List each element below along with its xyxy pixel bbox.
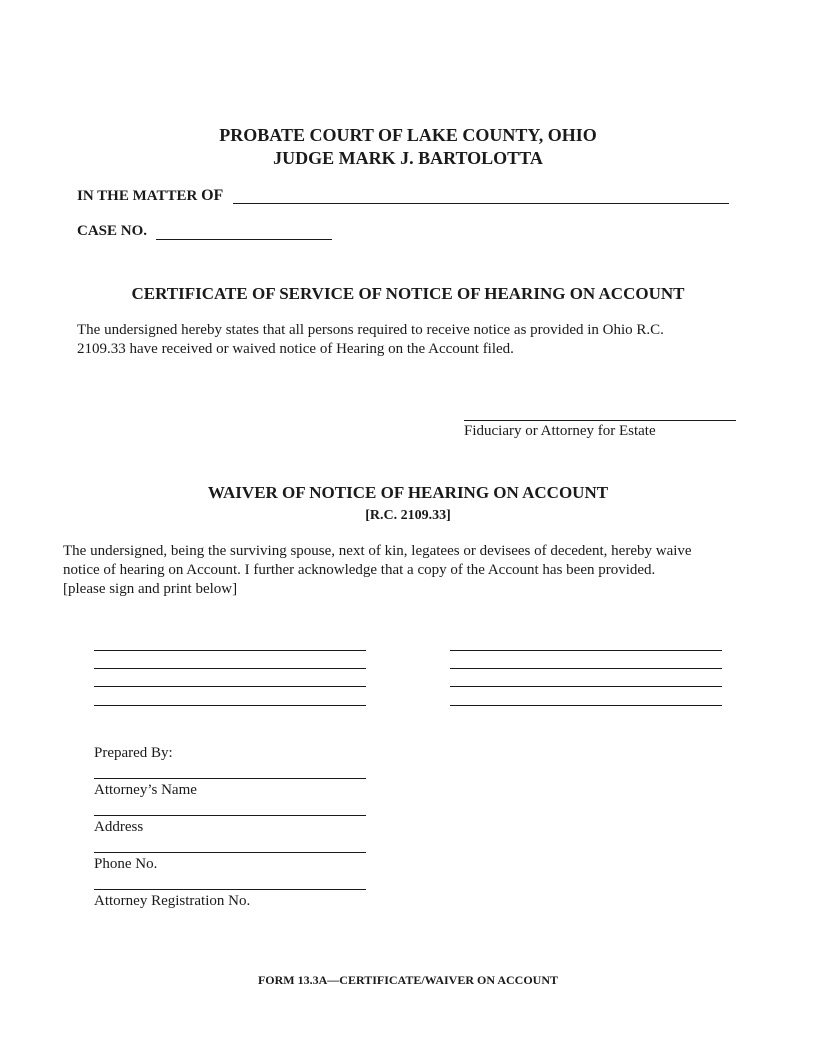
registration-label: Attorney Registration No. — [94, 893, 251, 909]
waiver-signature-line-right-1[interactable] — [450, 650, 722, 651]
waiver-signature-line-right-2[interactable] — [450, 668, 722, 669]
form-footer: FORM 13.3A—CERTIFICATE/WAIVER ON ACCOUNT — [257, 973, 559, 987]
certificate-body-line-2: 2109.33 have received or waived notice of Hearing on the Account filed. — [77, 341, 514, 357]
attorney-name-line[interactable] — [94, 778, 366, 779]
prepared-by-label: Prepared By: — [94, 745, 173, 761]
waiver-body-line-1: The undersigned, being the surviving spouse, next of kin, legatees or devisees of decedent, hereby waive — [63, 543, 692, 559]
waiver-body-line-2: notice of hearing on Account. I further acknowledge that a copy of the Account has been provided. — [63, 562, 656, 578]
judge-name: JUDGE MARK J. BARTOLOTTA — [273, 148, 543, 168]
phone-label: Phone No. — [94, 856, 158, 872]
attorney-name-label: Attorney’s Name — [94, 782, 197, 798]
address-line[interactable] — [94, 815, 366, 816]
fiduciary-signature-line[interactable] — [464, 420, 736, 421]
fiduciary-signature-label: Fiduciary or Attorney for Estate — [464, 423, 656, 439]
waiver-signature-line-left-3[interactable] — [94, 686, 366, 687]
court-title: PROBATE COURT OF LAKE COUNTY, OHIO — [219, 125, 597, 145]
certificate-title: CERTIFICATE OF SERVICE OF NOTICE OF HEARING ON ACCOUNT — [131, 284, 685, 303]
matter-field-line[interactable] — [233, 203, 729, 204]
waiver-signature-line-right-3[interactable] — [450, 686, 722, 687]
matter-of-text: OF — [201, 187, 224, 204]
phone-line[interactable] — [94, 852, 366, 853]
case-number-field-line[interactable] — [156, 239, 332, 240]
matter-label-text: IN THE MATTER — [77, 188, 198, 204]
waiver-signature-line-right-4[interactable] — [450, 705, 722, 706]
case-label: CASE NO. — [77, 223, 148, 239]
waiver-body-line-3: [please sign and print below] — [63, 581, 238, 597]
registration-line[interactable] — [94, 889, 366, 890]
waiver-title: WAIVER OF NOTICE OF HEARING ON ACCOUNT — [207, 483, 609, 502]
matter-label — [77, 187, 223, 205]
certificate-body-line-1: The undersigned hereby states that all persons required to receive notice as provided in Ohio R.C. — [77, 322, 664, 338]
waiver-signature-line-left-1[interactable] — [94, 650, 366, 651]
waiver-signature-line-left-2[interactable] — [94, 668, 366, 669]
waiver-subtitle: [R.C. 2109.33] — [365, 508, 451, 523]
address-label: Address — [94, 819, 144, 835]
waiver-signature-line-left-4[interactable] — [94, 705, 366, 706]
